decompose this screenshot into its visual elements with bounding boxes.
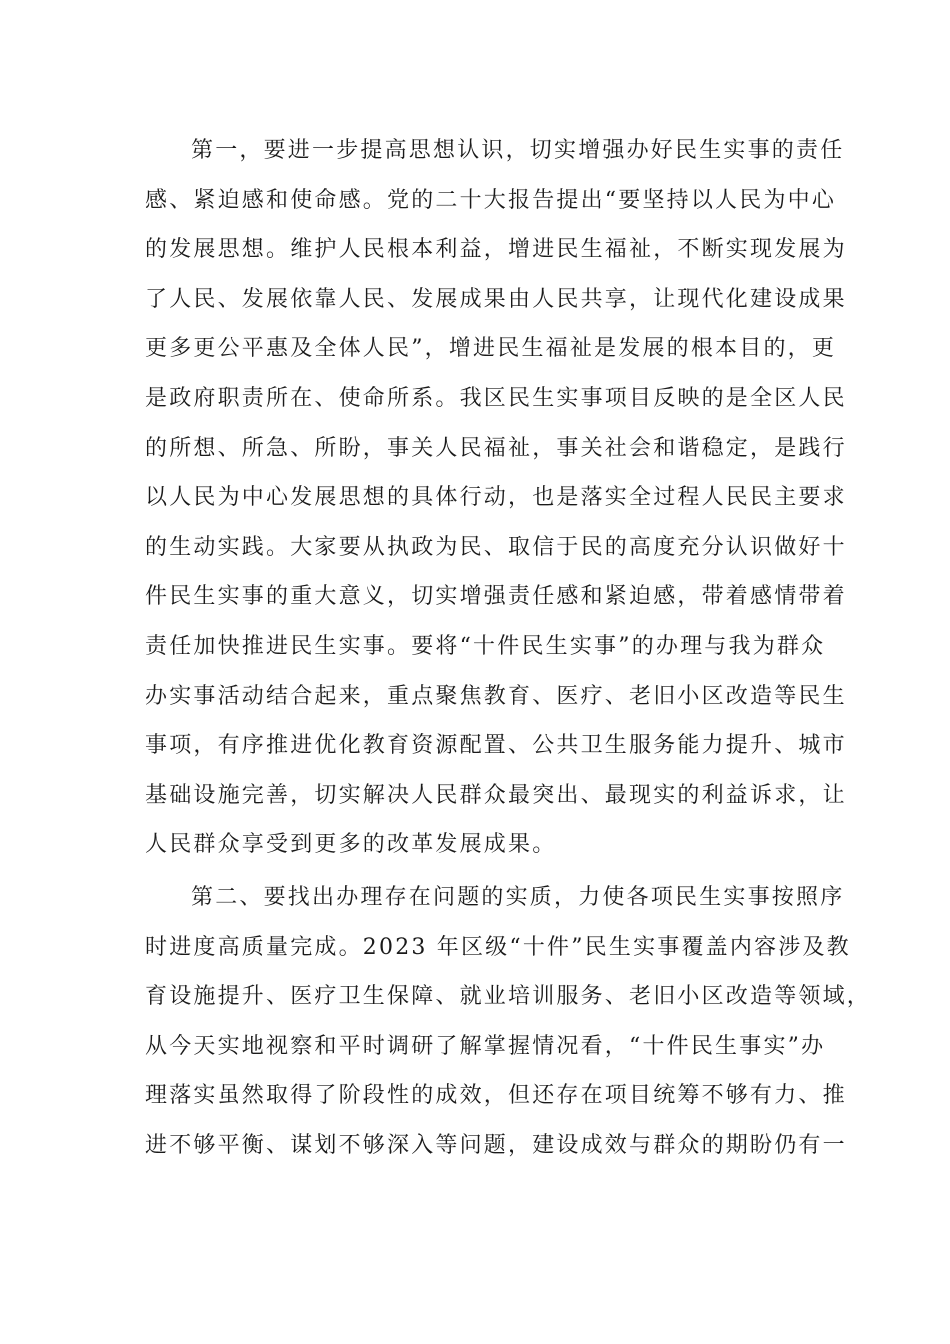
text-line: 人民群众享受到更多的改革发展成果。: [145, 832, 557, 858]
text-line: 是政府职责所在、使命所系。我区民生实事项目反映的是全区人民: [145, 385, 847, 411]
text-line: 事项，有序推进优化教育资源配置、公共卫生服务能力提升、城市: [145, 733, 847, 759]
text-line: 的生动实践。大家要从执政为民、取信于民的高度充分认识做好十: [145, 534, 847, 560]
text-line: 从今天实地视察和平时调研了解掌握情况看，“十件民生事实”办: [145, 1033, 826, 1059]
text-line: 的发展思想。维护人民根本利益，增进民生福祉，不断实现发展为: [145, 237, 847, 263]
text-line: 办实事活动结合起来，重点聚焦教育、医疗、老旧小区改造等民生: [145, 683, 847, 709]
text-line: 的所想、所急、所盼，事关人民福祉，事关社会和谐稳定，是践行: [145, 435, 847, 461]
text-line: 育设施提升、医疗卫生保障、就业培训服务、老旧小区改造等领域，: [145, 984, 872, 1010]
text-line: 责任加快推进民生实事。要将“十件民生实事”的办理与我为群众: [145, 633, 826, 659]
text-line: 基础设施完善，切实解决人民群众最突出、最现实的利益诉求，让: [145, 782, 847, 808]
text-line: 感、紧迫感和使命感。党的二十大报告提出“要坚持以人民为中心: [145, 187, 837, 213]
text-line: 时进度高质量完成。2023 年区级“十件”民生实事覆盖内容涉及教: [145, 934, 851, 960]
paragraph-1: [145, 126, 847, 870]
text-line: 更多更公平惠及全体人民”，增进民生福祉是发展的根本目的，更: [145, 336, 837, 362]
text-line: 了人民、发展依靠人民、发展成果由人民共享，让现代化建设成果: [145, 286, 847, 312]
text-line: 以人民为中心发展思想的具体行动，也是落实全过程人民民主要求: [145, 485, 847, 511]
text-line: 第二、要找出办理存在问题的实质，力使各项民生实事按照序: [191, 884, 845, 910]
text-line: 第一，要进一步提高思想认识，切实增强办好民生实事的责任: [191, 138, 845, 163]
text-line: 进不够平衡、谋划不够深入等问题，建设成效与群众的期盼仍有一: [145, 1132, 847, 1158]
text-line: 理落实虽然取得了阶段性的成效，但还存在项目统筹不够有力、推: [145, 1083, 847, 1109]
paragraph-2: [145, 873, 872, 1171]
text-line: 件民生实事的重大意义，切实增强责任感和紧迫感，带着感情带着: [145, 584, 847, 610]
document-body: [145, 126, 872, 1170]
